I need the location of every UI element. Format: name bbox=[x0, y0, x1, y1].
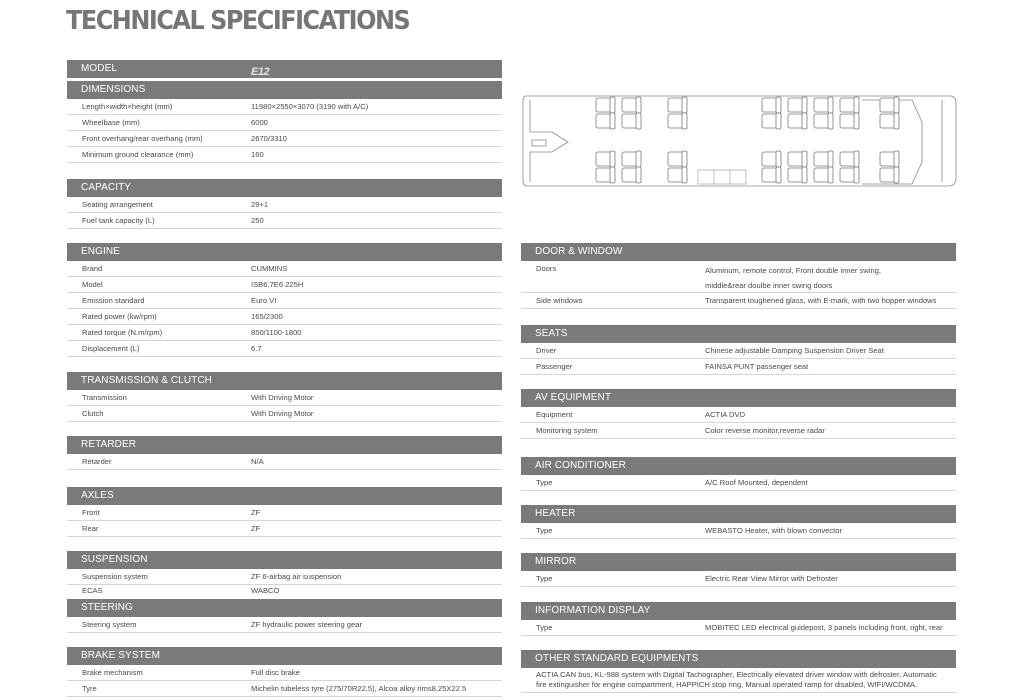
seats-section bbox=[521, 325, 956, 375]
dimensions-section bbox=[67, 81, 502, 163]
spec-value: ZF bbox=[251, 508, 261, 517]
seat-icon bbox=[622, 167, 641, 183]
capacity-section bbox=[67, 179, 502, 229]
spec-row bbox=[67, 131, 502, 147]
model-label: MODEL bbox=[81, 63, 118, 74]
spec-row bbox=[67, 293, 502, 309]
spec-value: 6.7 bbox=[251, 344, 262, 353]
av-equipment-section bbox=[521, 389, 956, 439]
spec-value: 850/1100-1800 bbox=[251, 328, 302, 337]
spec-value: Full disc brake bbox=[251, 668, 300, 677]
spec-label: Type bbox=[536, 478, 553, 487]
seat-icon bbox=[880, 151, 899, 167]
spec-row bbox=[67, 261, 502, 277]
spec-row bbox=[521, 523, 956, 539]
spec-label: Passenger bbox=[536, 362, 573, 371]
spec-label: Retarder bbox=[82, 457, 112, 466]
spec-row bbox=[67, 617, 502, 633]
seat-icon bbox=[762, 151, 781, 167]
spec-label: Driver bbox=[536, 346, 557, 355]
section-header: OTHER STANDARD EQUIPMENTS bbox=[521, 650, 956, 668]
section-header: DIMENSIONS bbox=[67, 81, 502, 99]
seat-icon bbox=[814, 167, 833, 183]
spec-label: Suspension system bbox=[82, 572, 148, 581]
spec-value: ACTIA DVD bbox=[705, 410, 746, 419]
seat-icon bbox=[596, 97, 615, 113]
spec-label: Brand bbox=[82, 264, 103, 273]
spec-value: ZF hydraulic power steering gear bbox=[251, 620, 363, 629]
spec-row bbox=[521, 475, 956, 491]
seat-icon bbox=[788, 113, 807, 129]
spec-value: A/C Roof Mounted, dependent bbox=[705, 478, 808, 487]
spec-row bbox=[521, 620, 956, 636]
spec-label: Brake mechanism bbox=[82, 668, 143, 677]
other-equipment-section bbox=[521, 650, 956, 693]
section-header: SUSPENSION bbox=[67, 551, 502, 569]
suspension-section bbox=[67, 551, 502, 598]
seat-icon bbox=[788, 167, 807, 183]
spec-value: MOBITEC LED electrical guidepost, 3 panels including front, right, rear bbox=[705, 623, 943, 632]
seat-icon bbox=[788, 151, 807, 167]
spec-value: 160 bbox=[251, 150, 264, 159]
bus-floor-plan-diagram bbox=[522, 92, 958, 192]
engine-section bbox=[67, 243, 502, 357]
spec-row bbox=[67, 521, 502, 537]
seat-icon bbox=[788, 97, 807, 113]
seat-icon bbox=[668, 113, 687, 129]
section-header: TRANSMISSION & CLUTCH bbox=[67, 372, 502, 390]
spec-row bbox=[67, 390, 502, 406]
spec-label: Type bbox=[536, 623, 553, 632]
spec-label: ECAS bbox=[82, 586, 103, 595]
seat-icon bbox=[622, 151, 641, 167]
section-header: DOOR & WINDOW bbox=[521, 243, 956, 261]
seat-icon bbox=[762, 97, 781, 113]
transmission-section bbox=[67, 372, 502, 422]
heater-section bbox=[521, 505, 956, 539]
spec-value: Transparent toughened glass, with E-mark, with two hopper windows bbox=[705, 296, 937, 305]
spec-value: 2670/3310 bbox=[251, 134, 287, 143]
spec-row bbox=[67, 309, 502, 325]
spec-label: Rear bbox=[82, 524, 99, 533]
spec-row bbox=[67, 681, 502, 697]
spec-value: 165/2300 bbox=[251, 312, 283, 321]
spec-value: WABCO bbox=[251, 586, 280, 595]
axles-section bbox=[67, 487, 502, 537]
information-display-section bbox=[521, 602, 956, 636]
section-header: AIR CONDITIONER bbox=[521, 457, 956, 475]
spec-value: CUMMINS bbox=[251, 264, 288, 273]
spec-label: Wheelbase (mm) bbox=[82, 118, 140, 127]
section-header: HEATER bbox=[521, 505, 956, 523]
spec-value: 6000 bbox=[251, 118, 268, 127]
spec-value-line2: middle&rear doulbe inner swing doors bbox=[705, 281, 833, 290]
spec-row bbox=[521, 293, 956, 309]
spec-row bbox=[67, 569, 502, 585]
seat-icon bbox=[840, 167, 859, 183]
spec-value: 29+1 bbox=[251, 200, 269, 209]
section-header: AXLES bbox=[67, 487, 502, 505]
section-header: MIRROR bbox=[521, 553, 956, 571]
spec-row bbox=[67, 213, 502, 229]
spec-row bbox=[67, 99, 502, 115]
spec-value: Color reverse monitor,reverse radar bbox=[705, 426, 825, 435]
spec-label: Transmission bbox=[82, 393, 127, 402]
seat-icon bbox=[762, 113, 781, 129]
seat-icon bbox=[596, 151, 615, 167]
spec-row bbox=[67, 585, 502, 598]
spec-row bbox=[67, 115, 502, 131]
seat-icon bbox=[814, 151, 833, 167]
seat-icon bbox=[880, 113, 899, 129]
spec-row bbox=[67, 325, 502, 341]
spec-row bbox=[67, 147, 502, 163]
door-window-section bbox=[521, 243, 956, 309]
section-header: BRAKE SYSTEM bbox=[67, 647, 502, 665]
section-header: RETARDER bbox=[67, 436, 502, 454]
spec-label: Rated torque (N.m/rpm) bbox=[82, 328, 163, 337]
spec-value: 250 bbox=[251, 216, 264, 225]
spec-value: ISB6.7E6 225H bbox=[251, 280, 304, 289]
section-header: STEERING bbox=[67, 599, 502, 617]
section-header: INFORMATION DISPLAY bbox=[521, 602, 956, 620]
spec-label: Emission standard bbox=[82, 296, 145, 305]
spec-row bbox=[67, 665, 502, 681]
seat-icon bbox=[880, 97, 899, 113]
spec-value: Aluminum, remote control, Front double inner swing, bbox=[705, 266, 882, 275]
spec-row bbox=[67, 277, 502, 293]
spec-row bbox=[521, 407, 956, 423]
spec-value: Euro VI bbox=[251, 296, 277, 305]
spec-label: Monitoring system bbox=[536, 426, 598, 435]
seat-icon bbox=[840, 113, 859, 129]
model-header bbox=[67, 60, 502, 78]
section-header: AV EQUIPMENT bbox=[521, 389, 956, 407]
spec-value: ZF bbox=[251, 524, 261, 533]
seat-icon bbox=[622, 97, 641, 113]
spec-label: Front bbox=[82, 508, 100, 517]
spec-value: N/A bbox=[251, 457, 264, 466]
model-logo: E12 bbox=[251, 66, 270, 78]
brake-section bbox=[67, 647, 502, 697]
seat-icon bbox=[668, 97, 687, 113]
spec-value: FAINSA PUNT passenger seat bbox=[705, 362, 809, 371]
spec-row bbox=[521, 359, 956, 375]
spec-value: With Driving Motor bbox=[251, 409, 314, 418]
spec-row bbox=[521, 343, 956, 359]
seat-icon bbox=[596, 167, 615, 183]
section-header: ENGINE bbox=[67, 243, 502, 261]
spec-label: Rated power (kw/rpm) bbox=[82, 312, 157, 321]
seat-icon bbox=[668, 151, 687, 167]
retarder-section bbox=[67, 436, 502, 470]
air-conditioner-section bbox=[521, 457, 956, 491]
spec-value: Electric Rear View Mirror with Defroster bbox=[705, 574, 838, 583]
steering-section bbox=[67, 599, 502, 633]
spec-label: Clutch bbox=[82, 409, 104, 418]
spec-label: Seating arrangement bbox=[82, 200, 153, 209]
spec-label: Front overhang/rear overhang (mm) bbox=[82, 134, 203, 143]
seat-icon bbox=[762, 167, 781, 183]
spec-row bbox=[521, 261, 956, 293]
spec-row bbox=[67, 341, 502, 357]
spec-value: Michelin tubeless tyre (275/70R22.5), Alcoa alloy rims8.25X22.5 bbox=[251, 684, 467, 693]
seat-icon bbox=[622, 113, 641, 129]
spec-label: Displacement (L) bbox=[82, 344, 140, 353]
spec-row bbox=[521, 423, 956, 439]
page-title: TECHNICAL SPECIFICATIONS bbox=[66, 6, 410, 36]
spec-row bbox=[67, 197, 502, 213]
spec-value: WEBASTO Heater, with blown convector bbox=[705, 526, 843, 535]
seat-icon bbox=[840, 97, 859, 113]
spec-row bbox=[67, 406, 502, 422]
spec-label: Tyre bbox=[82, 684, 97, 693]
spec-label: Equipment bbox=[536, 410, 573, 419]
spec-label: Fuel tank capacity (L) bbox=[82, 216, 155, 225]
spec-row bbox=[67, 454, 502, 470]
spec-label: Side windows bbox=[536, 296, 583, 305]
model-section bbox=[67, 60, 502, 78]
spec-row bbox=[521, 571, 956, 587]
section-header: CAPACITY bbox=[67, 179, 502, 197]
mirror-section bbox=[521, 553, 956, 587]
seat-icon bbox=[814, 113, 833, 129]
spec-label: Model bbox=[82, 280, 103, 289]
spec-label: Type bbox=[536, 526, 553, 535]
seat-icon bbox=[596, 113, 615, 129]
seat-icon bbox=[814, 97, 833, 113]
spec-label: Type bbox=[536, 574, 553, 583]
spec-row bbox=[67, 505, 502, 521]
spec-label: Steering system bbox=[82, 620, 137, 629]
spec-value: With Driving Motor bbox=[251, 393, 314, 402]
spec-paragraph: ACTIA CAN bus, KL-988 system with Digital Tachographer, Electrically elevated driver window with defroster, Automatic fire extinguisher for engine compartment, HAPPICH stop ring, Manual operated ramp for disabled, WIFI/WCDMA. bbox=[521, 668, 956, 693]
seat-icon bbox=[668, 167, 687, 183]
section-header: SEATS bbox=[521, 325, 956, 343]
seat-icon bbox=[840, 151, 859, 167]
spec-label: Length×width×height (mm) bbox=[82, 102, 173, 111]
seat-icon bbox=[880, 167, 899, 183]
spec-value: ZF 6-airbag air suspension bbox=[251, 572, 342, 581]
spec-label: Minimum ground clearance (mm) bbox=[82, 150, 194, 159]
spec-value: Chinese adjustable Damping Suspension Driver Seat bbox=[705, 346, 884, 355]
spec-label: Doors bbox=[536, 264, 557, 273]
spec-value: 11980×2550×3070 (3190 with A/C) bbox=[251, 102, 369, 111]
